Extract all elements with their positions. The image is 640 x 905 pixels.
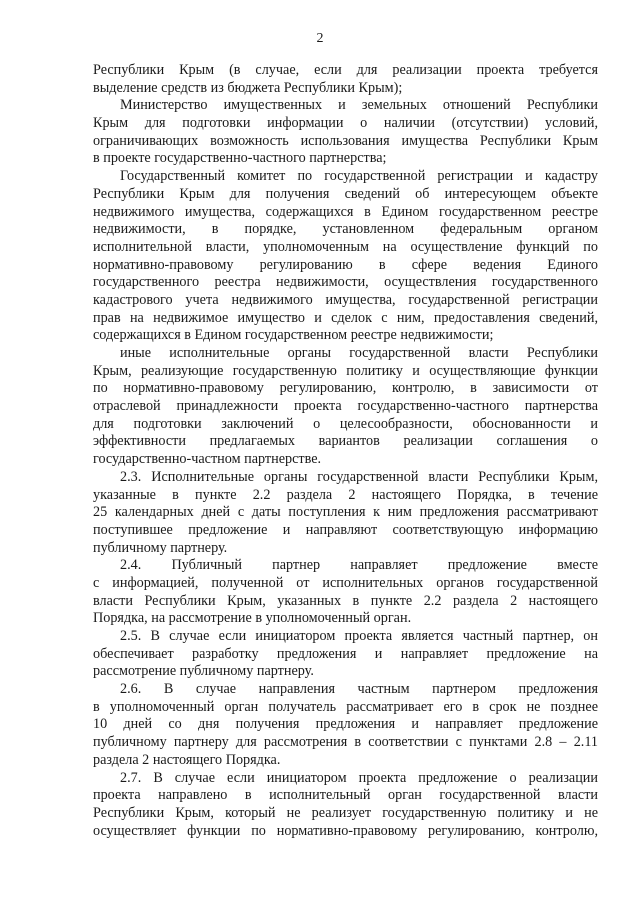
text-line: осуществляет функции по нормативно-правовому регулированию, контролю, <box>93 822 598 839</box>
text-line: 25 календарных дней с даты поступления к ним предложения рассматривают <box>93 504 598 521</box>
text-line: прав на недвижимое имущество и сделок с ним, предоставления сведений, <box>93 309 598 326</box>
text-line: указанные в пункте 2.2 раздела 2 настоящего Порядка, в течение <box>93 486 598 503</box>
page-number: 2 <box>316 31 324 46</box>
text-line: поступившее предложение и направляют соответствующую информацию <box>93 521 598 538</box>
text-line: исполнительной власти, уполномоченным на осуществление функций по <box>93 238 598 255</box>
text-line: Республики Крым (в случае, если для реализации проекта требуется <box>93 62 598 78</box>
text-line: 10 дней со дня получения предложения и направляет предложение <box>93 716 598 733</box>
text-line: Министерство имущественных и земельных отношений Республики <box>120 97 598 114</box>
text-line: Республики Крым для получения сведений об интересующем объекте <box>93 185 598 202</box>
text-line: недвижимого имущества, содержащихся в Едином государственном реестре <box>93 203 598 220</box>
text-line: 2.3. Исполнительные органы государственной власти Республики Крым, <box>120 468 598 485</box>
text-line: проекта направлено в исполнительный орган государственной власти <box>93 787 598 804</box>
text-line: раздела 2 настоящего Порядка. <box>93 751 281 768</box>
text-line: Государственный комитет по государственной регистрации и кадастру <box>120 168 598 185</box>
text-line: с информацией, полученной от исполнительных органов государственной <box>93 574 598 591</box>
text-line: 2.5. В случае если инициатором проекта является частный партнер, он <box>120 628 598 644</box>
document-body <box>93 62 598 840</box>
text-line: Республики Крым, который не реализует государственную политику и не <box>93 804 598 821</box>
text-line: Крым, реализующие государственную политику и осуществляющие функции <box>93 362 598 379</box>
text-line: по нормативно-правовому регулированию, контролю, в зависимости от <box>93 380 598 397</box>
text-line: ограничивающих возможность использования имущества Республики Крым <box>93 132 598 149</box>
text-line: отраслевой принадлежности проекта государственно-частного партнерства <box>93 398 598 415</box>
text-line: содержащихся в Едином государственном реестре недвижимости; <box>93 327 494 344</box>
text-line: в проекте государственно-частного партнерства; <box>93 150 387 167</box>
text-line: 2.7. В случае если инициатором проекта предложение о реализации <box>120 769 598 786</box>
text-line: недвижимости, в порядке, установленном федеральным органом <box>93 221 598 238</box>
text-line: выделение средств из бюджета Республики Крым); <box>93 79 403 96</box>
text-line: для подготовки заключений о целесообразности, обоснованности и <box>93 415 598 432</box>
text-line: нормативно-правовому регулированию в сфере ведения Единого <box>93 256 598 273</box>
text-line: Крым для подготовки информации о наличии (отсутствии) условий, <box>93 115 598 132</box>
text-line: публичному партнеру для рассмотрения в соответствии с пунктами 2.8 – 2.11 <box>93 734 598 751</box>
text-line: рассмотрение публичному партнеру. <box>93 663 314 680</box>
text-line: 2.4. Публичный партнер направляет предложение вместе <box>120 557 598 574</box>
text-line: государственно-частном партнерстве. <box>93 451 322 468</box>
text-line: кадастрового учета недвижимого имущества, государственной регистрации <box>93 291 598 308</box>
text-line: государственного реестра недвижимости, осуществления государственного <box>93 274 598 291</box>
text-line: иные исполнительные органы государственной власти Республики <box>120 345 598 361</box>
text-line: эффективности предлагаемых вариантов реализации соглашения о <box>93 433 598 450</box>
text-line: Порядка, на рассмотрение в уполномоченный орган. <box>93 610 412 627</box>
text-line: 2.6. В случае направления частным партнером предложения <box>120 681 598 698</box>
text-line: обеспечивает разработку предложения и направляет предложение на <box>93 645 598 662</box>
text-line: власти Республики Крым, указанных в пункте 2.2 раздела 2 настоящего <box>93 592 598 609</box>
text-line: в уполномоченный орган получатель рассматривает его в срок не позднее <box>93 698 598 715</box>
text-line: публичному партнеру. <box>93 539 228 556</box>
